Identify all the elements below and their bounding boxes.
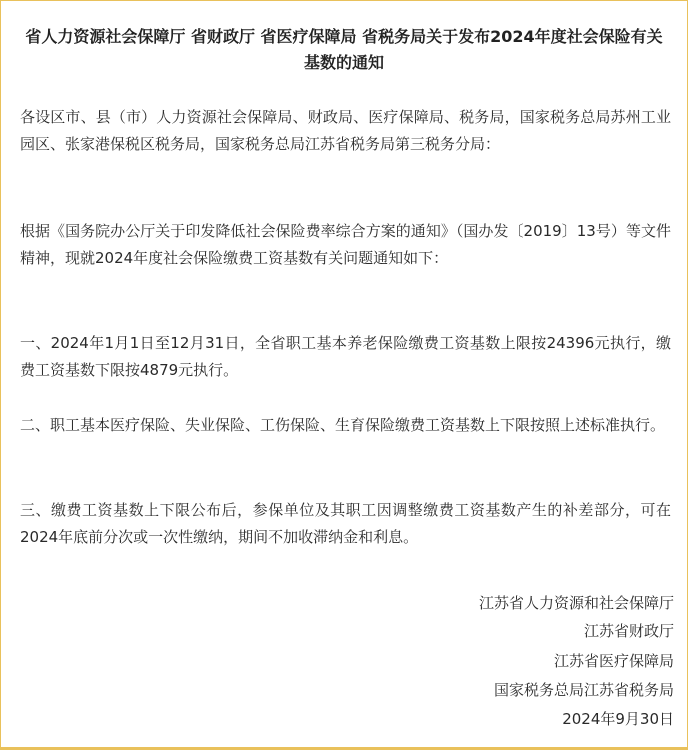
basis-paragraph: 根据《国务院办公厅关于印发降低社会保险费率综合方案的通知》（国办发〔2019〕13号）等文件精神，现就2024年度社会保险缴费工资基数有关问题通知如下： (20, 222, 671, 267)
addressees-paragraph: 各设区市、县（市）人力资源社会保障局、财政局、医疗保障局、税务局，国家税务总局苏州工业园区、张家港保税区税务局，国家税务总局江苏省税务局第三税务分局： (20, 108, 671, 153)
signature-tax-bureau: 国家税务总局江苏省税务局 (493, 681, 674, 699)
notice-title: 省人力资源社会保障厅 省财政厅 省医疗保障局 省税务局关于发布2024年度社会保险有关基数的通知 (25, 27, 663, 72)
item-one-paragraph: 一、2024年1月1日至12月31日，全省职工基本养老保险缴费工资基数上限按24396元执行，缴费工资基数下限按4879元执行。 (20, 334, 671, 379)
item-two-paragraph: 二、职工基本医疗保险、失业保险、工伤保险、生育保险缴费工资基数上下限按照上述标准执行。 (20, 416, 666, 434)
notice-date: 2024年9月30日 (562, 710, 674, 728)
item-three-paragraph: 三、缴费工资基数上下限公布后，参保单位及其职工因调整缴费工资基数产生的补差部分，可在2024年底前分次或一次性缴纳，期间不加收滞纳金和利息。 (20, 501, 671, 546)
signature-hr-department: 江苏省人力资源和社会保障厅 (478, 594, 674, 612)
signature-finance-department: 江苏省财政厅 (583, 622, 674, 640)
signature-medical-security-bureau: 江苏省医疗保障局 (553, 652, 674, 670)
